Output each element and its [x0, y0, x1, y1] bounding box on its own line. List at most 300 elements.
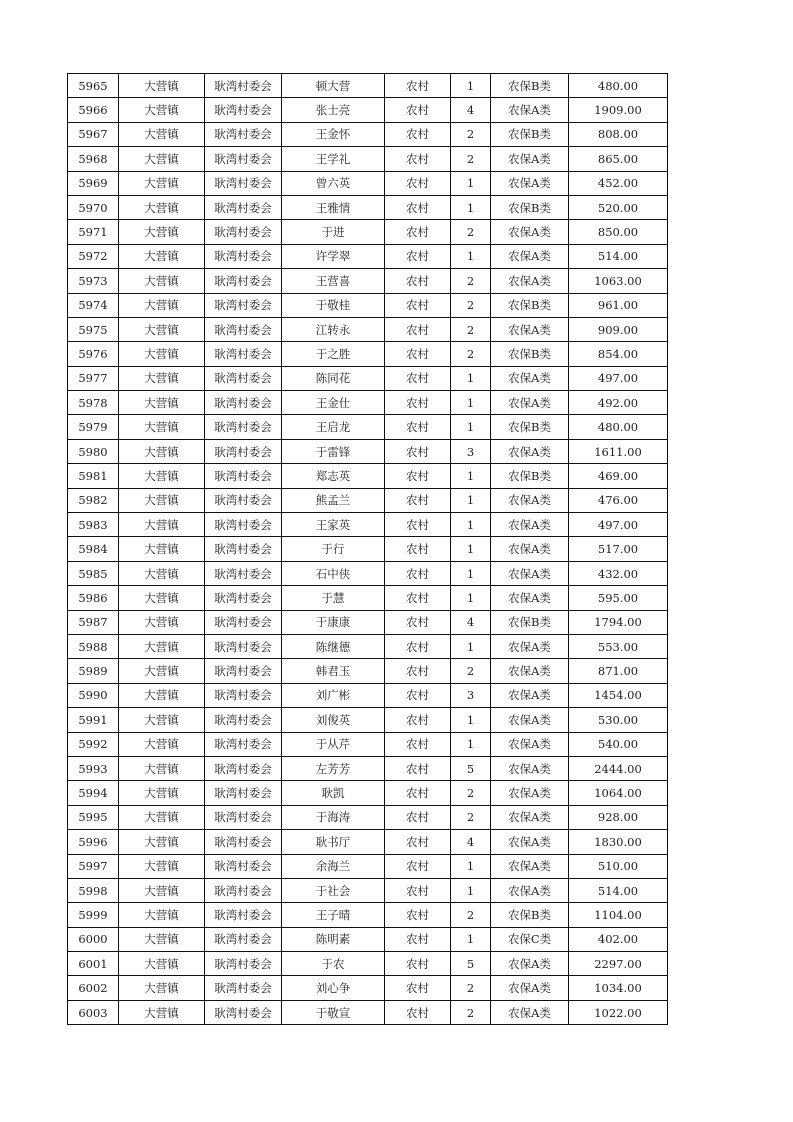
person-name-cell: 陈继德: [282, 634, 385, 658]
person-name-cell: 王子晴: [282, 903, 385, 927]
insurance-category-cell: 农保A类: [491, 634, 569, 658]
village-committee-cell: 耿湾村委会: [205, 952, 282, 976]
insurance-category-cell: 农保A类: [491, 830, 569, 854]
household-type-cell: 农村: [385, 708, 451, 732]
row-number-cell: 5979: [68, 415, 119, 439]
person-name-cell: 余海兰: [282, 854, 385, 878]
table-row: [68, 903, 668, 927]
amount-cell: 530.00: [569, 708, 668, 732]
row-number-cell: 5985: [68, 561, 119, 585]
row-number-cell: 5977: [68, 366, 119, 390]
person-name-cell: 耿书厅: [282, 830, 385, 854]
amount-cell: 1022.00: [569, 1000, 668, 1024]
person-name-cell: 王家英: [282, 513, 385, 537]
person-name-cell: 于康康: [282, 610, 385, 634]
amount-cell: 850.00: [569, 220, 668, 244]
row-number-cell: 5995: [68, 805, 119, 829]
insurance-category-cell: 农保A类: [491, 537, 569, 561]
town-cell: 大营镇: [119, 537, 205, 561]
household-type-cell: 农村: [385, 195, 451, 219]
row-number-cell: 5996: [68, 830, 119, 854]
town-cell: 大营镇: [119, 1000, 205, 1024]
table-row: [68, 878, 668, 902]
town-cell: 大营镇: [119, 293, 205, 317]
household-size-cell: 2: [451, 342, 491, 366]
village-committee-cell: 耿湾村委会: [205, 805, 282, 829]
row-number-cell: 5983: [68, 513, 119, 537]
person-name-cell: 郑志英: [282, 464, 385, 488]
table-row: [68, 927, 668, 951]
insurance-category-cell: 农保A类: [491, 854, 569, 878]
household-type-cell: 农村: [385, 98, 451, 122]
household-size-cell: 2: [451, 269, 491, 293]
table-row: [68, 98, 668, 122]
amount-cell: 452.00: [569, 171, 668, 195]
village-committee-cell: 耿湾村委会: [205, 488, 282, 512]
household-size-cell: 1: [451, 732, 491, 756]
row-number-cell: 5967: [68, 122, 119, 146]
household-type-cell: 农村: [385, 927, 451, 951]
village-committee-cell: 耿湾村委会: [205, 439, 282, 463]
row-number-cell: 5965: [68, 74, 119, 98]
table-row: [68, 195, 668, 219]
row-number-cell: 6002: [68, 976, 119, 1000]
amount-cell: 402.00: [569, 927, 668, 951]
row-number-cell: 5973: [68, 269, 119, 293]
village-committee-cell: 耿湾村委会: [205, 586, 282, 610]
insurance-category-cell: 农保B类: [491, 415, 569, 439]
amount-cell: 553.00: [569, 634, 668, 658]
household-size-cell: 3: [451, 439, 491, 463]
row-number-cell: 5986: [68, 586, 119, 610]
village-committee-cell: 耿湾村委会: [205, 98, 282, 122]
town-cell: 大营镇: [119, 878, 205, 902]
town-cell: 大营镇: [119, 586, 205, 610]
household-type-cell: 农村: [385, 513, 451, 537]
insurance-category-cell: 农保A类: [491, 732, 569, 756]
household-type-cell: 农村: [385, 683, 451, 707]
insurance-category-cell: 农保A类: [491, 317, 569, 341]
person-name-cell: 顿大营: [282, 74, 385, 98]
village-committee-cell: 耿湾村委会: [205, 537, 282, 561]
town-cell: 大营镇: [119, 74, 205, 98]
town-cell: 大营镇: [119, 927, 205, 951]
household-size-cell: 2: [451, 317, 491, 341]
village-committee-cell: 耿湾村委会: [205, 878, 282, 902]
row-number-cell: 5993: [68, 756, 119, 780]
insurance-category-cell: 农保A类: [491, 171, 569, 195]
village-committee-cell: 耿湾村委会: [205, 781, 282, 805]
insurance-category-cell: 农保A类: [491, 976, 569, 1000]
town-cell: 大营镇: [119, 659, 205, 683]
amount-cell: 865.00: [569, 147, 668, 171]
town-cell: 大营镇: [119, 683, 205, 707]
town-cell: 大营镇: [119, 147, 205, 171]
amount-cell: 909.00: [569, 317, 668, 341]
insurance-category-cell: 农保A类: [491, 1000, 569, 1024]
amount-cell: 476.00: [569, 488, 668, 512]
village-committee-cell: 耿湾村委会: [205, 732, 282, 756]
household-size-cell: 2: [451, 220, 491, 244]
person-name-cell: 王学礼: [282, 147, 385, 171]
town-cell: 大营镇: [119, 171, 205, 195]
person-name-cell: 于进: [282, 220, 385, 244]
household-size-cell: 1: [451, 537, 491, 561]
row-number-cell: 5987: [68, 610, 119, 634]
insurance-category-cell: 农保A类: [491, 756, 569, 780]
village-committee-cell: 耿湾村委会: [205, 74, 282, 98]
amount-cell: 595.00: [569, 586, 668, 610]
person-name-cell: 王启龙: [282, 415, 385, 439]
table-row: [68, 220, 668, 244]
table-row: [68, 342, 668, 366]
person-name-cell: 江转永: [282, 317, 385, 341]
town-cell: 大营镇: [119, 732, 205, 756]
person-name-cell: 刘俊英: [282, 708, 385, 732]
table-row: [68, 439, 668, 463]
household-type-cell: 农村: [385, 293, 451, 317]
household-type-cell: 农村: [385, 439, 451, 463]
town-cell: 大营镇: [119, 513, 205, 537]
table-row: [68, 122, 668, 146]
household-type-cell: 农村: [385, 317, 451, 341]
insurance-category-cell: 农保A类: [491, 366, 569, 390]
insurance-category-cell: 农保B类: [491, 610, 569, 634]
row-number-cell: 5998: [68, 878, 119, 902]
amount-cell: 497.00: [569, 513, 668, 537]
insurance-category-cell: 农保A类: [491, 98, 569, 122]
table-row: [68, 830, 668, 854]
insurance-category-cell: 农保A类: [491, 781, 569, 805]
household-type-cell: 农村: [385, 366, 451, 390]
town-cell: 大营镇: [119, 366, 205, 390]
table-row: [68, 464, 668, 488]
table-row: [68, 586, 668, 610]
town-cell: 大营镇: [119, 122, 205, 146]
household-size-cell: 1: [451, 927, 491, 951]
insurance-category-cell: 农保B类: [491, 464, 569, 488]
household-size-cell: 1: [451, 171, 491, 195]
amount-cell: 540.00: [569, 732, 668, 756]
table-row: [68, 854, 668, 878]
household-size-cell: 5: [451, 756, 491, 780]
amount-cell: 1104.00: [569, 903, 668, 927]
person-name-cell: 于行: [282, 537, 385, 561]
person-name-cell: 于从芹: [282, 732, 385, 756]
household-type-cell: 农村: [385, 220, 451, 244]
table-row: [68, 952, 668, 976]
household-size-cell: 1: [451, 586, 491, 610]
insurance-category-cell: 农保A类: [491, 488, 569, 512]
village-committee-cell: 耿湾村委会: [205, 220, 282, 244]
household-type-cell: 农村: [385, 878, 451, 902]
town-cell: 大营镇: [119, 561, 205, 585]
household-type-cell: 农村: [385, 830, 451, 854]
village-committee-cell: 耿湾村委会: [205, 830, 282, 854]
village-committee-cell: 耿湾村委会: [205, 659, 282, 683]
row-number-cell: 5988: [68, 634, 119, 658]
person-name-cell: 于农: [282, 952, 385, 976]
table-row: [68, 708, 668, 732]
table-row: [68, 366, 668, 390]
insurance-category-cell: 农保A类: [491, 659, 569, 683]
village-committee-cell: 耿湾村委会: [205, 634, 282, 658]
household-size-cell: 2: [451, 1000, 491, 1024]
household-type-cell: 农村: [385, 659, 451, 683]
town-cell: 大营镇: [119, 781, 205, 805]
household-type-cell: 农村: [385, 488, 451, 512]
insurance-category-cell: 农保A类: [491, 708, 569, 732]
household-type-cell: 农村: [385, 805, 451, 829]
table-row: [68, 147, 668, 171]
household-size-cell: 1: [451, 415, 491, 439]
insurance-category-cell: 农保A类: [491, 147, 569, 171]
table-row: [68, 415, 668, 439]
household-size-cell: 3: [451, 683, 491, 707]
table-row: [68, 244, 668, 268]
row-number-cell: 5966: [68, 98, 119, 122]
amount-cell: 1454.00: [569, 683, 668, 707]
village-committee-cell: 耿湾村委会: [205, 391, 282, 415]
town-cell: 大营镇: [119, 903, 205, 927]
household-size-cell: 1: [451, 74, 491, 98]
household-type-cell: 农村: [385, 147, 451, 171]
person-name-cell: 左芳芳: [282, 756, 385, 780]
town-cell: 大营镇: [119, 317, 205, 341]
household-size-cell: 1: [451, 634, 491, 658]
amount-cell: 520.00: [569, 195, 668, 219]
amount-cell: 1794.00: [569, 610, 668, 634]
amount-cell: 492.00: [569, 391, 668, 415]
amount-cell: 469.00: [569, 464, 668, 488]
town-cell: 大营镇: [119, 634, 205, 658]
household-size-cell: 5: [451, 952, 491, 976]
household-type-cell: 农村: [385, 415, 451, 439]
person-name-cell: 王雅情: [282, 195, 385, 219]
insurance-category-cell: 农保A类: [491, 683, 569, 707]
town-cell: 大营镇: [119, 488, 205, 512]
amount-cell: 1034.00: [569, 976, 668, 1000]
row-number-cell: 5975: [68, 317, 119, 341]
amount-cell: 1064.00: [569, 781, 668, 805]
household-size-cell: 2: [451, 903, 491, 927]
insurance-category-cell: 农保A类: [491, 561, 569, 585]
row-number-cell: 5976: [68, 342, 119, 366]
household-type-cell: 农村: [385, 342, 451, 366]
table-row: [68, 610, 668, 634]
row-number-cell: 5997: [68, 854, 119, 878]
table-row: [68, 561, 668, 585]
village-committee-cell: 耿湾村委会: [205, 342, 282, 366]
village-committee-cell: 耿湾村委会: [205, 317, 282, 341]
amount-cell: 2297.00: [569, 952, 668, 976]
table-row: [68, 634, 668, 658]
village-committee-cell: 耿湾村委会: [205, 610, 282, 634]
amount-cell: 1063.00: [569, 269, 668, 293]
household-size-cell: 2: [451, 147, 491, 171]
household-type-cell: 农村: [385, 464, 451, 488]
town-cell: 大营镇: [119, 269, 205, 293]
amount-cell: 854.00: [569, 342, 668, 366]
town-cell: 大营镇: [119, 805, 205, 829]
amount-cell: 928.00: [569, 805, 668, 829]
person-name-cell: 于敬桂: [282, 293, 385, 317]
row-number-cell: 6000: [68, 927, 119, 951]
insurance-category-cell: 农保A类: [491, 269, 569, 293]
row-number-cell: 6003: [68, 1000, 119, 1024]
household-type-cell: 农村: [385, 586, 451, 610]
household-size-cell: 1: [451, 513, 491, 537]
table-row: [68, 171, 668, 195]
village-committee-cell: 耿湾村委会: [205, 195, 282, 219]
household-type-cell: 农村: [385, 74, 451, 98]
person-name-cell: 于雷锋: [282, 439, 385, 463]
row-number-cell: 5968: [68, 147, 119, 171]
amount-cell: 808.00: [569, 122, 668, 146]
row-number-cell: 5994: [68, 781, 119, 805]
person-name-cell: 张士亮: [282, 98, 385, 122]
village-committee-cell: 耿湾村委会: [205, 122, 282, 146]
household-type-cell: 农村: [385, 781, 451, 805]
amount-cell: 2444.00: [569, 756, 668, 780]
table-row: [68, 488, 668, 512]
village-committee-cell: 耿湾村委会: [205, 927, 282, 951]
village-committee-cell: 耿湾村委会: [205, 415, 282, 439]
town-cell: 大营镇: [119, 220, 205, 244]
amount-cell: 432.00: [569, 561, 668, 585]
table-row: [68, 659, 668, 683]
insurance-category-cell: 农保A类: [491, 220, 569, 244]
row-number-cell: 5992: [68, 732, 119, 756]
table-row: [68, 683, 668, 707]
row-number-cell: 5984: [68, 537, 119, 561]
village-committee-cell: 耿湾村委会: [205, 561, 282, 585]
town-cell: 大营镇: [119, 708, 205, 732]
village-committee-cell: 耿湾村委会: [205, 854, 282, 878]
household-type-cell: 农村: [385, 952, 451, 976]
household-size-cell: 1: [451, 244, 491, 268]
insurance-category-cell: 农保A类: [491, 513, 569, 537]
household-type-cell: 农村: [385, 244, 451, 268]
town-cell: 大营镇: [119, 439, 205, 463]
table-row: [68, 537, 668, 561]
household-size-cell: 2: [451, 122, 491, 146]
town-cell: 大营镇: [119, 952, 205, 976]
table-row: [68, 805, 668, 829]
amount-cell: 1611.00: [569, 439, 668, 463]
household-type-cell: 农村: [385, 610, 451, 634]
town-cell: 大营镇: [119, 830, 205, 854]
row-number-cell: 5980: [68, 439, 119, 463]
household-size-cell: 1: [451, 878, 491, 902]
person-name-cell: 石中侠: [282, 561, 385, 585]
household-type-cell: 农村: [385, 976, 451, 1000]
town-cell: 大营镇: [119, 391, 205, 415]
row-number-cell: 5971: [68, 220, 119, 244]
town-cell: 大营镇: [119, 415, 205, 439]
town-cell: 大营镇: [119, 342, 205, 366]
person-name-cell: 刘广彬: [282, 683, 385, 707]
row-number-cell: 5999: [68, 903, 119, 927]
household-size-cell: 4: [451, 610, 491, 634]
household-type-cell: 农村: [385, 269, 451, 293]
table-row: [68, 756, 668, 780]
household-type-cell: 农村: [385, 1000, 451, 1024]
household-type-cell: 农村: [385, 537, 451, 561]
village-committee-cell: 耿湾村委会: [205, 1000, 282, 1024]
amount-cell: 480.00: [569, 415, 668, 439]
insurance-category-cell: 农保A类: [491, 391, 569, 415]
person-name-cell: 王金仕: [282, 391, 385, 415]
household-size-cell: 2: [451, 781, 491, 805]
person-name-cell: 于慧: [282, 586, 385, 610]
table-row: [68, 391, 668, 415]
household-size-cell: 2: [451, 805, 491, 829]
household-size-cell: 1: [451, 366, 491, 390]
household-size-cell: 4: [451, 830, 491, 854]
amount-cell: 510.00: [569, 854, 668, 878]
household-size-cell: 1: [451, 708, 491, 732]
household-size-cell: 2: [451, 293, 491, 317]
amount-cell: 1909.00: [569, 98, 668, 122]
amount-cell: 961.00: [569, 293, 668, 317]
village-committee-cell: 耿湾村委会: [205, 683, 282, 707]
amount-cell: 514.00: [569, 878, 668, 902]
row-number-cell: 5969: [68, 171, 119, 195]
row-number-cell: 5981: [68, 464, 119, 488]
person-name-cell: 刘心争: [282, 976, 385, 1000]
person-name-cell: 王营喜: [282, 269, 385, 293]
insurance-category-cell: 农保A类: [491, 244, 569, 268]
table-row: [68, 1000, 668, 1024]
amount-cell: 871.00: [569, 659, 668, 683]
row-number-cell: 5991: [68, 708, 119, 732]
person-name-cell: 许学翠: [282, 244, 385, 268]
amount-cell: 480.00: [569, 74, 668, 98]
household-size-cell: 1: [451, 561, 491, 585]
town-cell: 大营镇: [119, 98, 205, 122]
household-size-cell: 1: [451, 195, 491, 219]
household-type-cell: 农村: [385, 171, 451, 195]
insurance-category-cell: 农保B类: [491, 195, 569, 219]
amount-cell: 517.00: [569, 537, 668, 561]
person-name-cell: 陈同花: [282, 366, 385, 390]
village-committee-cell: 耿湾村委会: [205, 756, 282, 780]
town-cell: 大营镇: [119, 464, 205, 488]
household-size-cell: 2: [451, 976, 491, 1000]
village-committee-cell: 耿湾村委会: [205, 244, 282, 268]
person-name-cell: 于社会: [282, 878, 385, 902]
beneficiary-table: [67, 73, 668, 1025]
insurance-category-cell: 农保A类: [491, 952, 569, 976]
household-type-cell: 农村: [385, 903, 451, 927]
town-cell: 大营镇: [119, 756, 205, 780]
row-number-cell: 5978: [68, 391, 119, 415]
row-number-cell: 5972: [68, 244, 119, 268]
insurance-category-cell: 农保B类: [491, 903, 569, 927]
person-name-cell: 曾六英: [282, 171, 385, 195]
household-size-cell: 1: [451, 464, 491, 488]
village-committee-cell: 耿湾村委会: [205, 269, 282, 293]
household-size-cell: 4: [451, 98, 491, 122]
village-committee-cell: 耿湾村委会: [205, 366, 282, 390]
table-row: [68, 317, 668, 341]
table-row: [68, 732, 668, 756]
table-row: [68, 74, 668, 98]
town-cell: 大营镇: [119, 854, 205, 878]
village-committee-cell: 耿湾村委会: [205, 903, 282, 927]
household-type-cell: 农村: [385, 756, 451, 780]
